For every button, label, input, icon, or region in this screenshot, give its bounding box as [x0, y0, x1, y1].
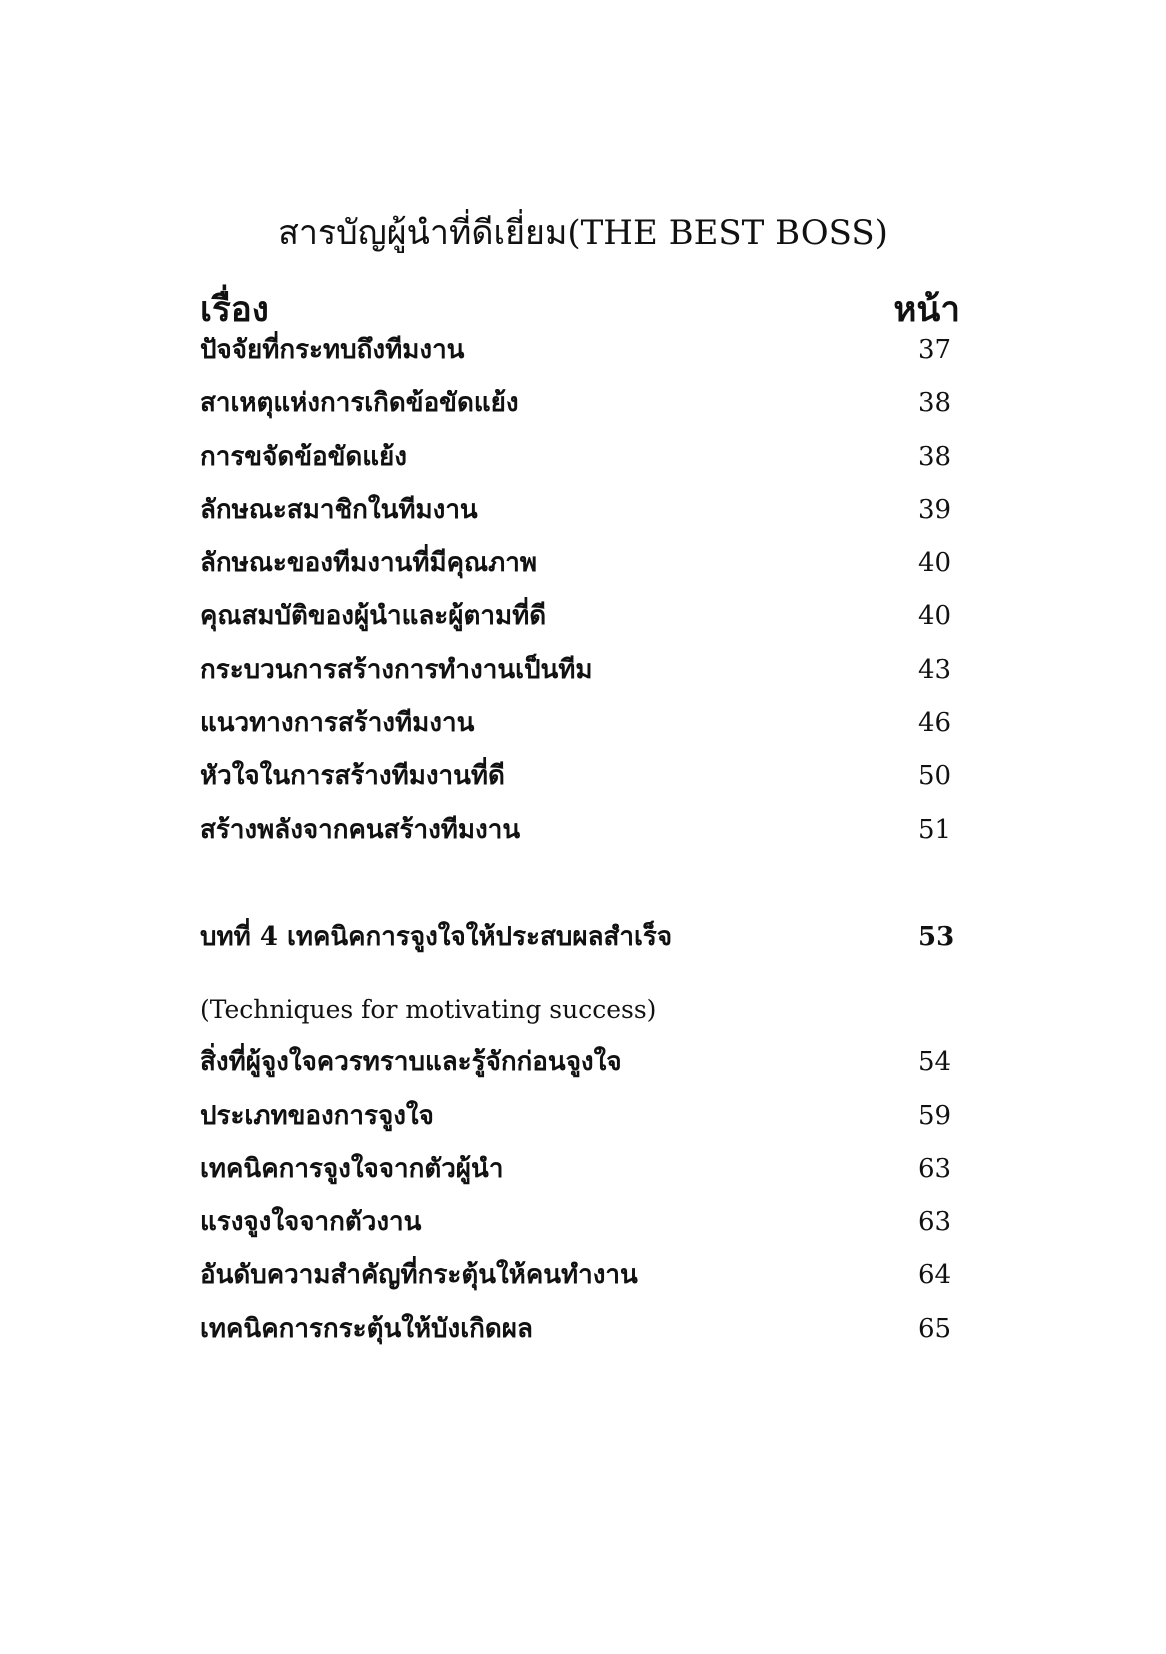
toc-entry-title: เทคนิคการกระตุ้นให้บังเกิดผล — [200, 1314, 533, 1344]
toc-chapter-entry — [200, 917, 960, 957]
toc-entry-title: ประเภทของการจูงใจ — [200, 1101, 434, 1131]
toc-entry-page: 54 — [918, 1047, 952, 1077]
toc-entry-page: 40 — [918, 548, 952, 578]
toc-entry — [200, 330, 960, 370]
toc-entry-page: 59 — [918, 1101, 952, 1131]
toc-entry-page: 40 — [918, 601, 952, 631]
toc-entry-title: ปัจจัยที่กระทบถึงทีมงาน — [200, 335, 465, 365]
toc-entry — [200, 490, 960, 530]
toc-entry-title: สาเหตุแห่งการเกิดข้อขัดแย้ง — [200, 388, 519, 418]
toc-entry-page: 63 — [918, 1154, 952, 1184]
toc-entry-title: แรงจูงใจจากตัวงาน — [200, 1207, 422, 1237]
toc-entry-page: 46 — [918, 708, 952, 738]
toc-entry-title: เทคนิคการจูงใจจากตัวผู้นำ — [200, 1154, 504, 1184]
toc-entry — [200, 543, 960, 583]
toc-entry — [200, 1202, 960, 1242]
toc-entry-page: 51 — [918, 815, 952, 845]
page-title: สารบัญผู้นำที่ดีเยี่ยม(THE BEST BOSS) — [278, 213, 888, 253]
toc-entry-title: สร้างพลังจากคนสร้างทีมงาน — [200, 815, 521, 845]
toc-entry-title: ลักษณะของทีมงานที่มีคุณภาพ — [200, 548, 537, 578]
toc-entry-title: อันดับความสำคัญที่กระตุ้นให้คนทำงาน — [200, 1260, 638, 1290]
toc-entry-page: 53 — [918, 922, 955, 952]
toc-entry — [200, 1149, 960, 1189]
toc-entry — [200, 1042, 960, 1082]
toc-entry — [200, 1255, 960, 1295]
toc-entry-page: 63 — [918, 1207, 952, 1237]
toc-entry — [200, 437, 960, 477]
toc-entry-page: 43 — [918, 655, 952, 685]
toc-entry-page: 39 — [918, 495, 952, 525]
toc-entry — [200, 1096, 960, 1136]
toc-entry — [200, 383, 960, 423]
toc-entry — [200, 756, 960, 796]
toc-entry — [200, 596, 960, 636]
topic-column-label: เรื่อง — [200, 289, 269, 330]
toc-entry-page: 64 — [918, 1260, 952, 1290]
toc-entry-page: 37 — [918, 335, 952, 365]
toc-chapter-subtitle — [200, 990, 960, 1030]
toc-entry-page: 38 — [918, 442, 952, 472]
page-column-label: หน้า — [893, 289, 960, 330]
toc-entry — [200, 810, 960, 850]
toc-entry-title: การขจัดข้อขัดแย้ง — [200, 442, 407, 472]
toc-list — [200, 0, 960, 1654]
toc-entry-title: ลักษณะสมาชิกในทีมงาน — [200, 495, 478, 525]
toc-entry-page: 65 — [918, 1314, 952, 1344]
toc-entry — [200, 650, 960, 690]
toc-entry-page: 50 — [918, 761, 952, 791]
toc-entry-title: บทที่ 4 เทคนิคการจูงใจให้ประสบผลสำเร็จ — [200, 922, 673, 952]
toc-entry-title: หัวใจในการสร้างทีมงานที่ดี — [200, 761, 505, 791]
toc-entry-title: แนวทางการสร้างทีมงาน — [200, 708, 475, 738]
toc-entry-title: กระบวนการสร้างการทำงานเป็นทีม — [200, 655, 593, 685]
toc-entry-title: คุณสมบัติของผู้นำและผู้ตามที่ดี — [200, 601, 547, 631]
toc-entry-page: 38 — [918, 388, 952, 418]
toc-entry-title: (Techniques for motivating success) — [200, 995, 657, 1024]
toc-entry — [200, 1309, 960, 1349]
toc-entry-title: สิ่งที่ผู้จูงใจควรทราบและรู้จักก่อนจูงใจ — [200, 1047, 622, 1077]
toc-entry — [200, 703, 960, 743]
